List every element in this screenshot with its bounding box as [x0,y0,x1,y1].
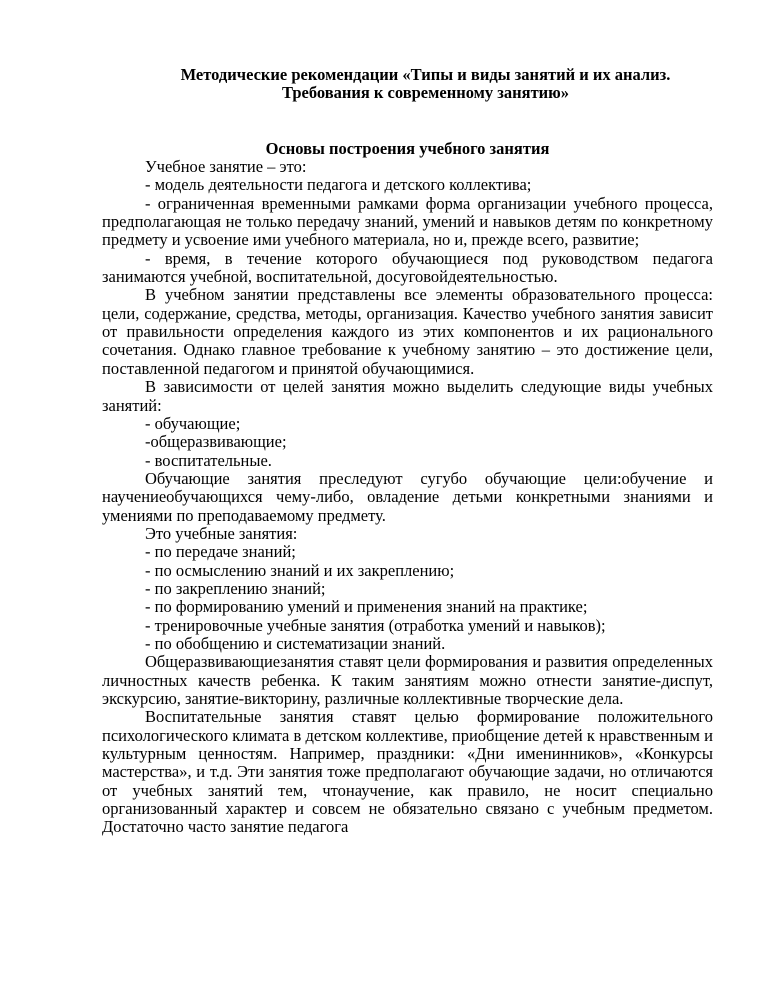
document-title [102,66,713,103]
paragraph: Это учебные занятия: [145,523,298,543]
paragraph: Общеразвивающиезанятия ставят цели формирования и развития определенных личностных качеств ребенка. К таким занятиям можно отнести занятие-диспут, экскурсию, занятие-викторину, различные коллективные творческие дела. [102,652,713,708]
list-item: -общеразвивающие; [145,432,287,452]
document-page [102,66,713,837]
list-item: - по закреплению знаний; [145,578,326,598]
list-item: - ограниченная временными рамками форма организации учебного процесса, предполагающая не только передачу знаний, умений и навыков детям по конкретному предмету и усвоение ими учебного материала, но и, прежде всего, развитие; [102,193,713,250]
paragraph: В зависимости от целей занятия можно выделить следующие виды учебных занятий: [102,377,713,415]
list-item: - обучающие; [145,413,241,433]
list-item: - по формированию умений и применения знаний на практике; [145,597,588,617]
list-item: - время, в течение которого обучающиеся под руководством педагога занимаются учебной, воспитательной, досуговойдеятельностью. [102,248,713,287]
list-item: - воспитательные. [145,450,272,470]
list-item: - по осмыслению знаний и их закреплению; [145,560,455,580]
list-item: - тренировочные учебные занятия (отработка умений и навыков); [145,615,606,635]
list-item: - по передаче знаний; [145,542,296,562]
list-item: - модель деятельности педагога и детского коллектива; [145,175,532,195]
paragraph: Обучающие занятия преследуют сугубо обучающие цели:обучение и научениеобучающихся чему-либо, овладение детьми конкретными знаниями и умениями по преподаваемому предмету. [102,468,713,525]
list-item: - по обобщению и систематизации знаний. [145,633,446,653]
paragraph: В учебном занятии представлены все элементы образовательного процесса: цели, содержание, средства, методы, организация. Качество учебного занятия зависит от правильности определения каждого из этих компонентов и их рационального сочетания. Однако главное требование к учебному занятию – это достижение цели, поставленной педагогом и принятой обучающимися. [102,285,713,378]
paragraph: Воспитательные занятия ставят целью формирование положительного психологического климата в детском коллективе, приобщение детей к нравственным и культурным ценностям. Например, праздники: «Дни именинников», «Конкурсы мастерства», и т.д. Эти занятия тоже предполагают обучающие задачи, но отличаются от учебных занятий тем, чтонаучение, как правило, не носит специально организованный характер и совсем не обязательно связано с учебным предметом. Достаточно часто занятие педагога [102,707,713,837]
document-title-line-2: Требования к современному занятию» [281,83,570,103]
section-title: Основы построения учебного занятия [265,138,550,158]
document-title-line-1: Методические рекомендации «Типы и виды занятий и их анализ. [180,65,671,84]
paragraph-definition-intro: Учебное занятие – это: [145,157,307,177]
